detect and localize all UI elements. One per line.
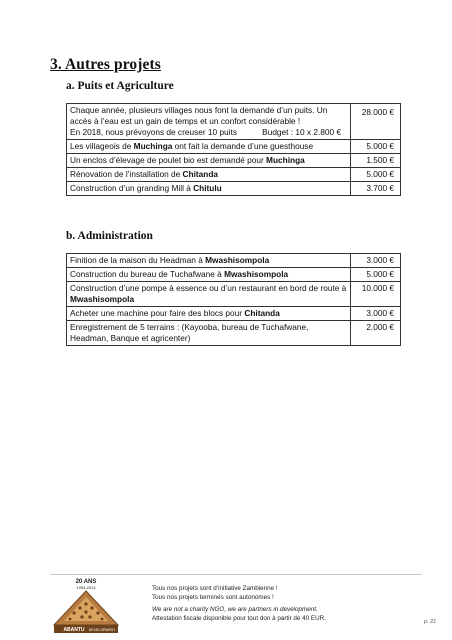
row-text: Acheter une machine pour faire des blocs pour — [70, 308, 245, 318]
table-row — [67, 268, 401, 282]
subsection-title-wells: a. Puits et Agriculture — [66, 80, 174, 92]
table-row — [67, 321, 401, 346]
row-place: Chitulu — [193, 183, 222, 193]
row-place: Mwashisompola — [205, 255, 270, 265]
row-place: Mwashisompola — [70, 294, 135, 304]
row-description — [67, 282, 351, 307]
row-place: Mwashisompola — [224, 269, 289, 279]
row-place: Chitanda — [182, 169, 219, 179]
row-text: Construction d’un granding Mill à — [70, 183, 194, 193]
row-description — [67, 104, 351, 140]
footer-line: Tous nos projets terminés sont autonomes ! — [152, 594, 274, 601]
table-row — [67, 282, 401, 307]
row-amount: 10.000 € — [351, 282, 401, 307]
row-place: Chitanda — [244, 308, 280, 318]
row-description — [67, 321, 351, 346]
page-number: p. 21 — [424, 619, 437, 625]
row-description-text: Chaque année, plusieurs villages nous font la demande d’un puits. Un accès à l’eau est un gain de temps et un confort considérable ! — [70, 105, 328, 126]
row-amount: 1.500 € — [351, 154, 401, 168]
row-description — [67, 182, 351, 196]
abantu-logo — [52, 577, 120, 633]
row-text: ont fait la demande d’une guesthouse — [172, 141, 314, 151]
row-text: Construction d’une pompe à essence ou d’un restaurant en bord de route à — [70, 283, 347, 293]
table-row — [67, 104, 401, 140]
table-row — [67, 254, 401, 268]
row-text: Un enclos d’élevage de poulet bio est demandé pour — [70, 155, 267, 165]
row-text: Les villageois de — [70, 141, 134, 151]
section-title: 3. Autres projets — [50, 56, 161, 73]
footer-line: Attestation fiscale disponible pour tout don à partir de 40 EUR. — [152, 615, 326, 622]
table-row — [67, 168, 401, 182]
logo-years: 20 ANS — [75, 579, 97, 585]
row-description — [67, 168, 351, 182]
administration-table — [66, 253, 401, 346]
footer-text — [152, 584, 326, 623]
row-description — [67, 254, 351, 268]
row-text: Finition de la maison du Headman à — [70, 255, 206, 265]
row-amount: 2.000 € — [351, 321, 401, 346]
footer-motto: We are not a charity NGO, we are partners in development. — [152, 606, 318, 613]
table-row — [67, 154, 401, 168]
wells-agriculture-table — [66, 103, 401, 196]
row-description — [67, 140, 351, 154]
row-text: Rénovation de l’installation de — [70, 169, 183, 179]
row-place: Muchinga — [266, 155, 305, 165]
subsection-title-administration: b. Administration — [66, 230, 153, 242]
row-description — [67, 154, 351, 168]
row-amount: 3.000 € — [351, 307, 401, 321]
table-row — [67, 182, 401, 196]
row-description — [67, 307, 351, 321]
row-amount: 28.000 € — [351, 104, 401, 140]
table-row — [67, 307, 401, 321]
logo-name: ABANTU — [63, 627, 85, 633]
row-place: Muchinga — [133, 141, 173, 151]
row-amount: 5.000 € — [351, 140, 401, 154]
row-amount: 3.700 € — [351, 182, 401, 196]
row-text: Construction du bureau de Tuchafwane à — [70, 269, 225, 279]
row-description-plan: En 2018, nous prévoyons de creuser 10 puits — [70, 127, 237, 137]
logo-years-range: 1994-2014 — [76, 585, 96, 590]
row-text: Enregistrement de 5 terrains : (Kayooba, bureau de Tuchafwane, Headman, Banque et agricenter) — [70, 322, 309, 343]
footer-line: Tous nos projets sont d’initiative Zambienne ! — [152, 585, 278, 592]
logo-tagline: DEVELOPMENT — [88, 628, 116, 632]
row-amount: 5.000 € — [351, 268, 401, 282]
row-amount: 5.000 € — [351, 168, 401, 182]
row-description — [67, 268, 351, 282]
row-amount: 3.000 € — [351, 254, 401, 268]
row-budget-note: Budget : 10 x 2.800 € — [262, 127, 342, 137]
footer-divider — [50, 574, 422, 575]
table-row — [67, 140, 401, 154]
